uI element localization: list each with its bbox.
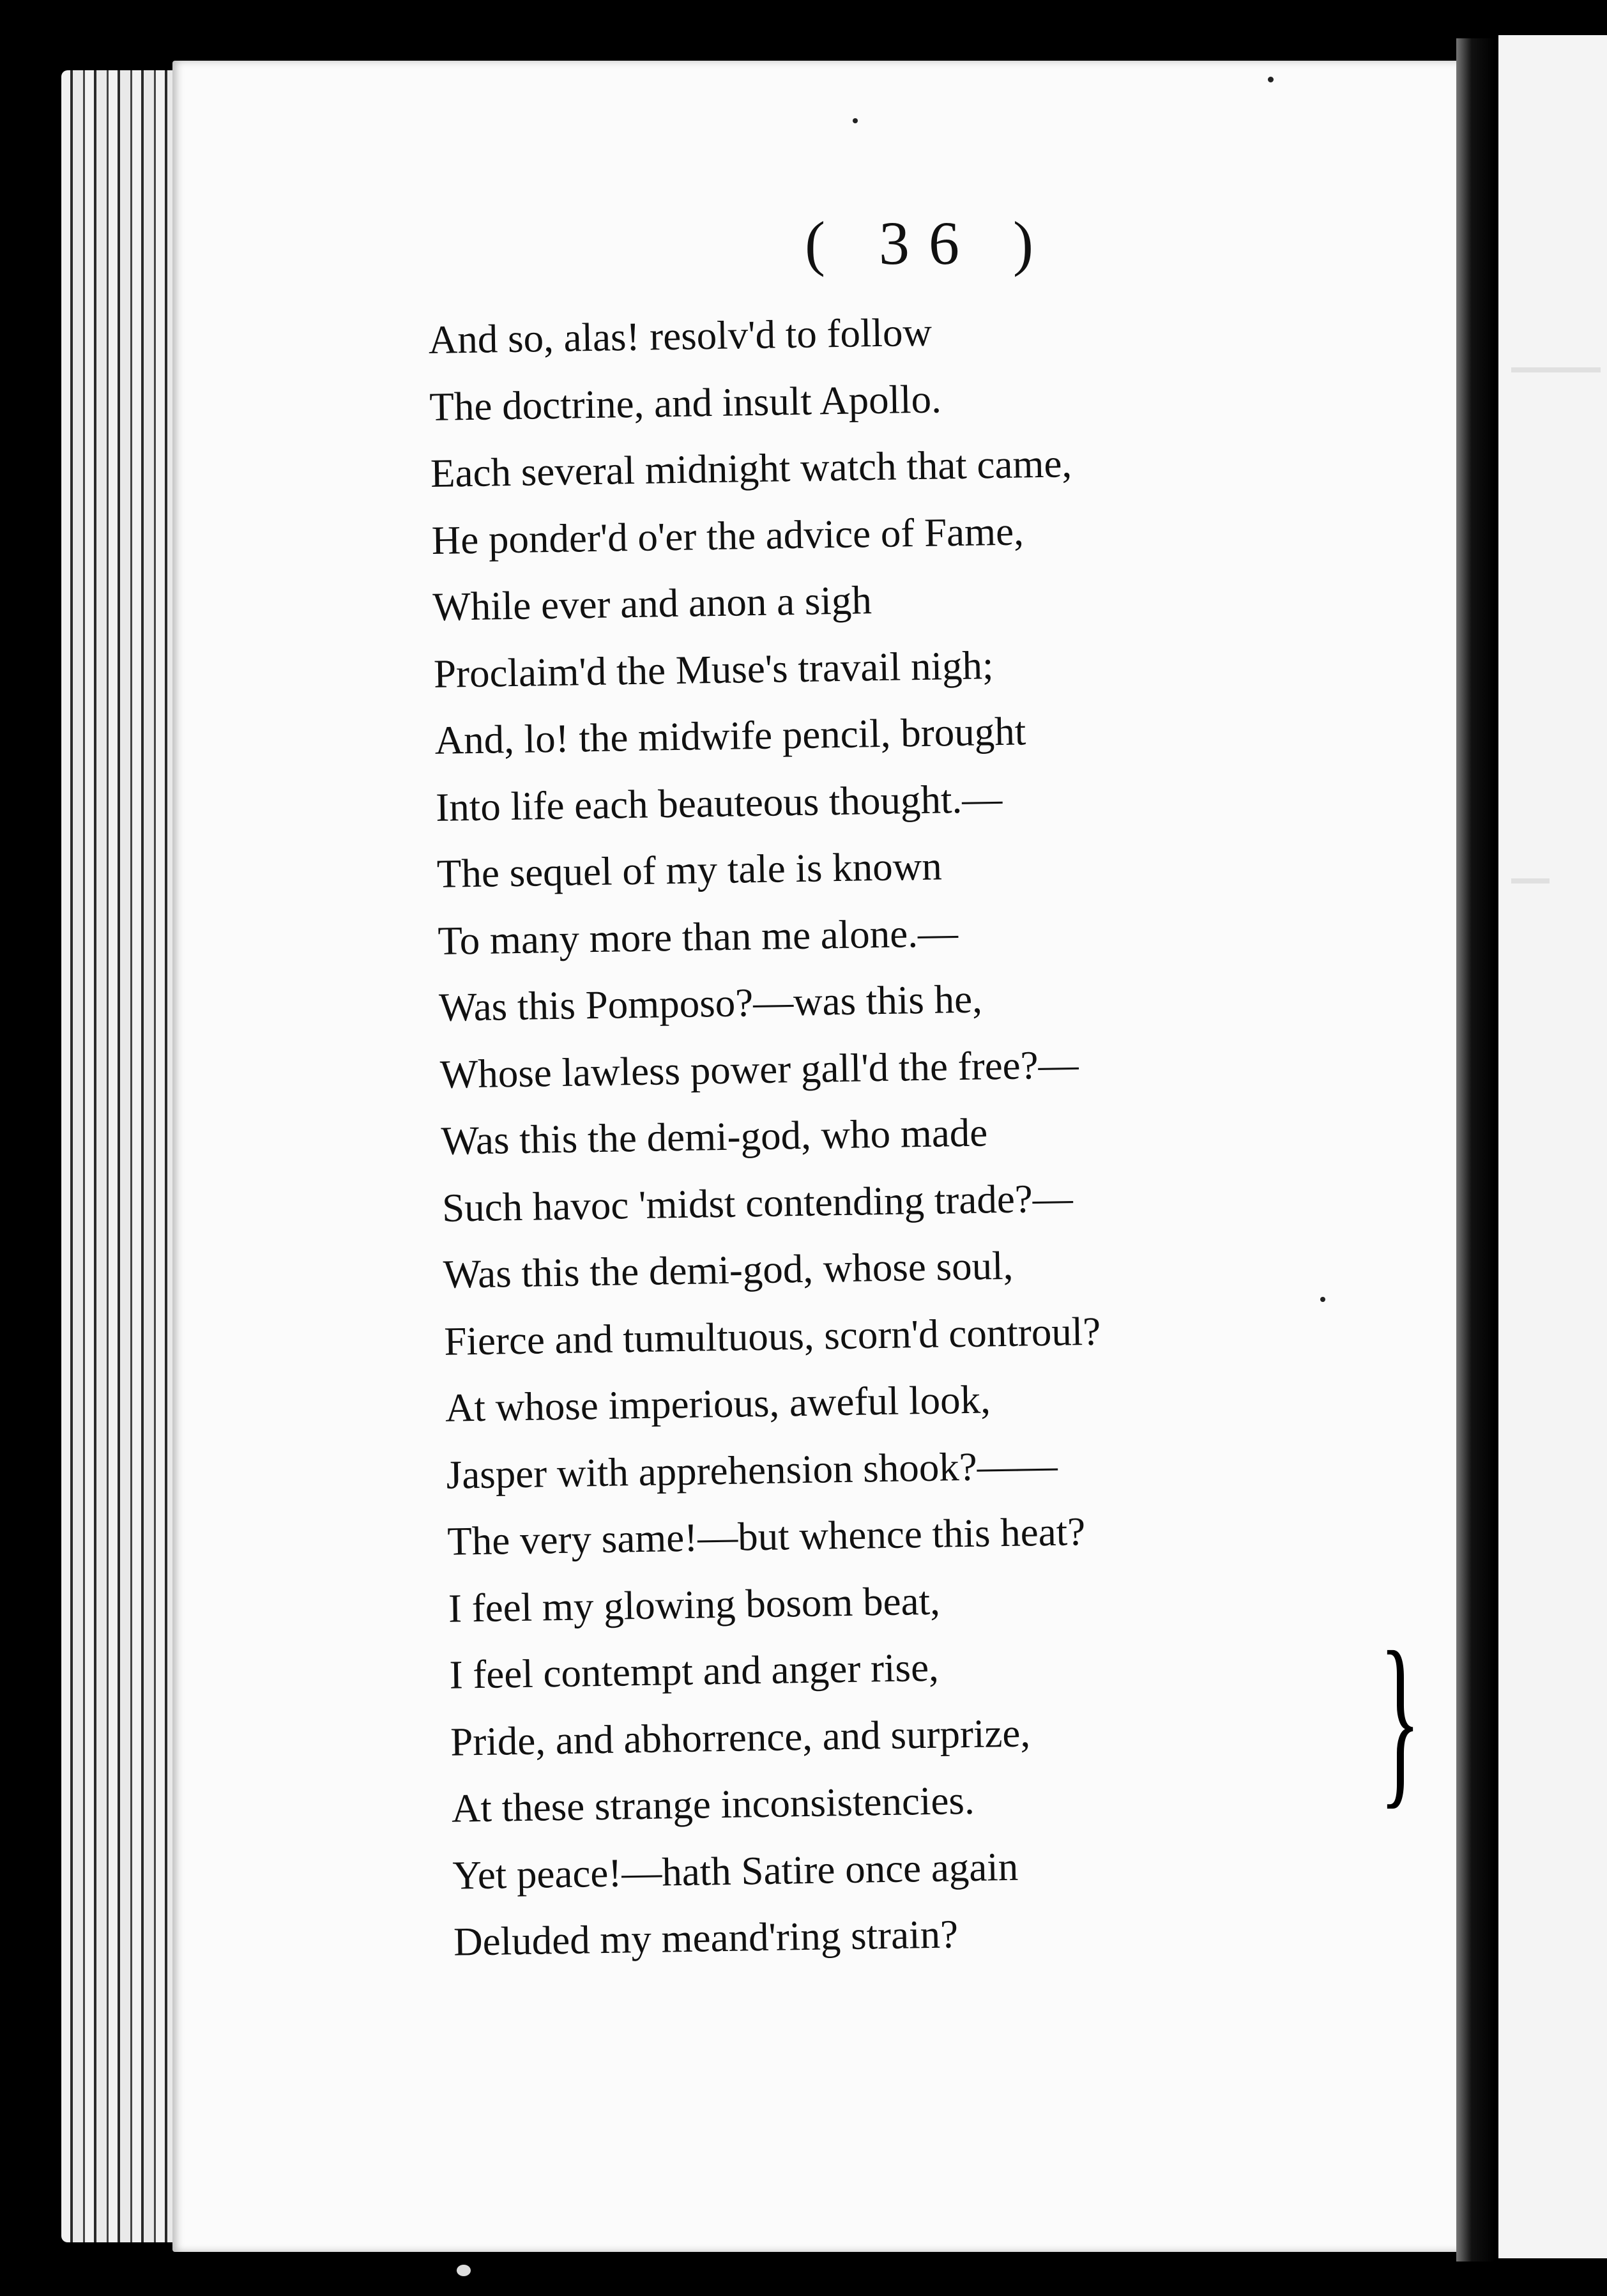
poem-line: Was this the demi-god, who made <box>440 1110 988 1163</box>
poem-line: The doctrine, and insult Apollo. <box>429 376 942 429</box>
ink-speck <box>1268 77 1274 82</box>
poem-line: Such havoc 'midst contending trade?— <box>441 1175 1074 1230</box>
poem-line: And, lo! the midwife pencil, brought <box>434 708 1026 763</box>
poem-line: To many more than me alone.— <box>438 910 959 963</box>
poem-text <box>428 296 1111 1975</box>
poem-line: And so, alas! resolv'd to follow <box>428 309 933 362</box>
poem-line: At whose imperious, aweful look, <box>445 1377 991 1430</box>
facing-page <box>1495 35 1607 2258</box>
page-number: ( 36 ) <box>805 209 1053 277</box>
poem-line: Deluded my meand'ring strain? <box>453 1911 959 1964</box>
poem-line: Yet peace!—hath Satire once again <box>452 1844 1019 1898</box>
triplet-bracket: } <box>1379 1612 1421 1825</box>
poem-line: Jasper with apprehension shook?—— <box>446 1443 1058 1497</box>
poem-line: The very same!—but whence this heat? <box>446 1509 1086 1564</box>
poem-line: Proclaim'd the Muse's travail nigh; <box>433 642 994 696</box>
poem-line: Was this Pomposo?—was this he, <box>438 976 983 1030</box>
page-edges <box>61 70 189 2242</box>
poem-line: I feel contempt and anger rise, <box>449 1644 940 1697</box>
ink-speck <box>1320 1297 1325 1302</box>
ink-speck <box>853 118 858 123</box>
ink-speck <box>457 2265 471 2276</box>
poem-line: Each several midnight watch that came, <box>430 441 1072 496</box>
poem-line: Into life each beauteous thought.— <box>435 776 1003 830</box>
poem-line: At these strange inconsistencies. <box>451 1777 975 1831</box>
bleed-through-mark <box>1511 878 1550 884</box>
bleed-through-mark <box>1511 367 1601 372</box>
poem-line: He ponder'd o'er the advice of Fame, <box>431 508 1024 563</box>
book-spine <box>1456 38 1495 2262</box>
poem-line: Pride, and abhorrence, and surprize, <box>450 1710 1031 1764</box>
poem-line: The sequel of my tale is known <box>436 843 943 896</box>
poem-line: I feel my glowing bosom beat, <box>448 1578 941 1631</box>
poem-line: Was this the demi-god, whose soul, <box>443 1243 1014 1297</box>
poem-line: While ever and anon a sigh <box>432 578 872 629</box>
poem-line: Whose lawless power gall'd the free?— <box>439 1041 1079 1097</box>
poem-line: Fierce and tumultuous, scorn'd controul? <box>443 1308 1101 1364</box>
